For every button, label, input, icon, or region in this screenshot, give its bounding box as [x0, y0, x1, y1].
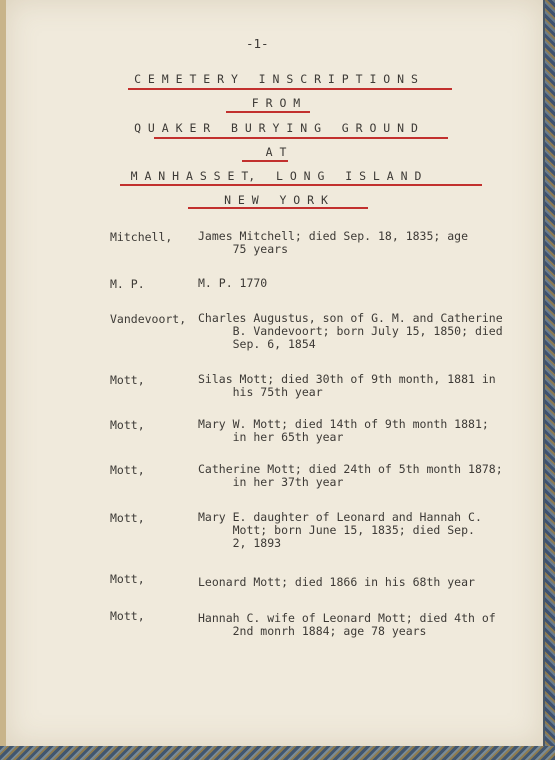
entry-surname: Mott, — [110, 373, 145, 387]
title-line-1: C E M E T E R Y I N S C R I P T I O N S — [134, 72, 418, 86]
book-cover-edge-bottom — [0, 746, 555, 760]
entry-inscription: Silas Mott; died 30th of 9th month, 1881 in his 75th year — [198, 372, 496, 399]
typed-page — [6, 0, 543, 746]
entry-surname: Mott, — [110, 572, 145, 586]
title-line-6: N E W Y O R K — [224, 193, 328, 207]
title-line-2: F R O M — [251, 96, 301, 110]
title-line-5: M A N H A S S E T, L O N G I S L A N D — [130, 169, 422, 183]
entry-surname: Vandevoort, — [110, 312, 187, 326]
entry-surname: Mott, — [110, 609, 145, 623]
red-underline-2 — [226, 111, 310, 113]
entry-inscription: M. P. 1770 — [198, 276, 268, 290]
red-underline-6 — [188, 207, 368, 209]
entry-surname: Mott, — [110, 511, 145, 525]
entry-inscription: Leonard Mott; died 1866 in his 68th year — [198, 575, 475, 589]
book-cover-edge-right — [545, 0, 555, 760]
entry-surname: M. P. — [110, 277, 145, 291]
entry-inscription: Charles Augustus, son of G. M. and Catherine B. Vandevoort; born July 15, 1850; died Sep. 6, 1854 — [198, 311, 503, 351]
page-number: -1- — [246, 36, 269, 51]
entry-surname: Mott, — [110, 463, 145, 477]
red-underline-4 — [242, 160, 288, 162]
entry-inscription: Mary W. Mott; died 14th of 9th month 1881; in her 65th year — [198, 417, 489, 444]
title-line-4: A T — [265, 145, 287, 159]
entry-surname: Mitchell, — [110, 230, 173, 244]
entry-surname: Mott, — [110, 418, 145, 432]
red-underline-3 — [154, 137, 448, 139]
entry-inscription: Mary E. daughter of Leonard and Hannah C. Mott; born June 15, 1835; died Sep. 2, 1893 — [198, 510, 482, 550]
red-underline-5 — [120, 184, 482, 186]
entry-inscription: James Mitchell; died Sep. 18, 1835; age 75 years — [198, 229, 469, 256]
entry-inscription: Catherine Mott; died 24th of 5th month 1878; in her 37th year — [198, 462, 503, 489]
title-line-3: Q U A K E R B U R Y I N G G R O U N D — [134, 121, 418, 135]
entry-inscription: Hannah C. wife of Leonard Mott; died 4th of 2nd monrh 1884; age 78 years — [198, 611, 496, 638]
red-underline-1 — [128, 88, 452, 90]
